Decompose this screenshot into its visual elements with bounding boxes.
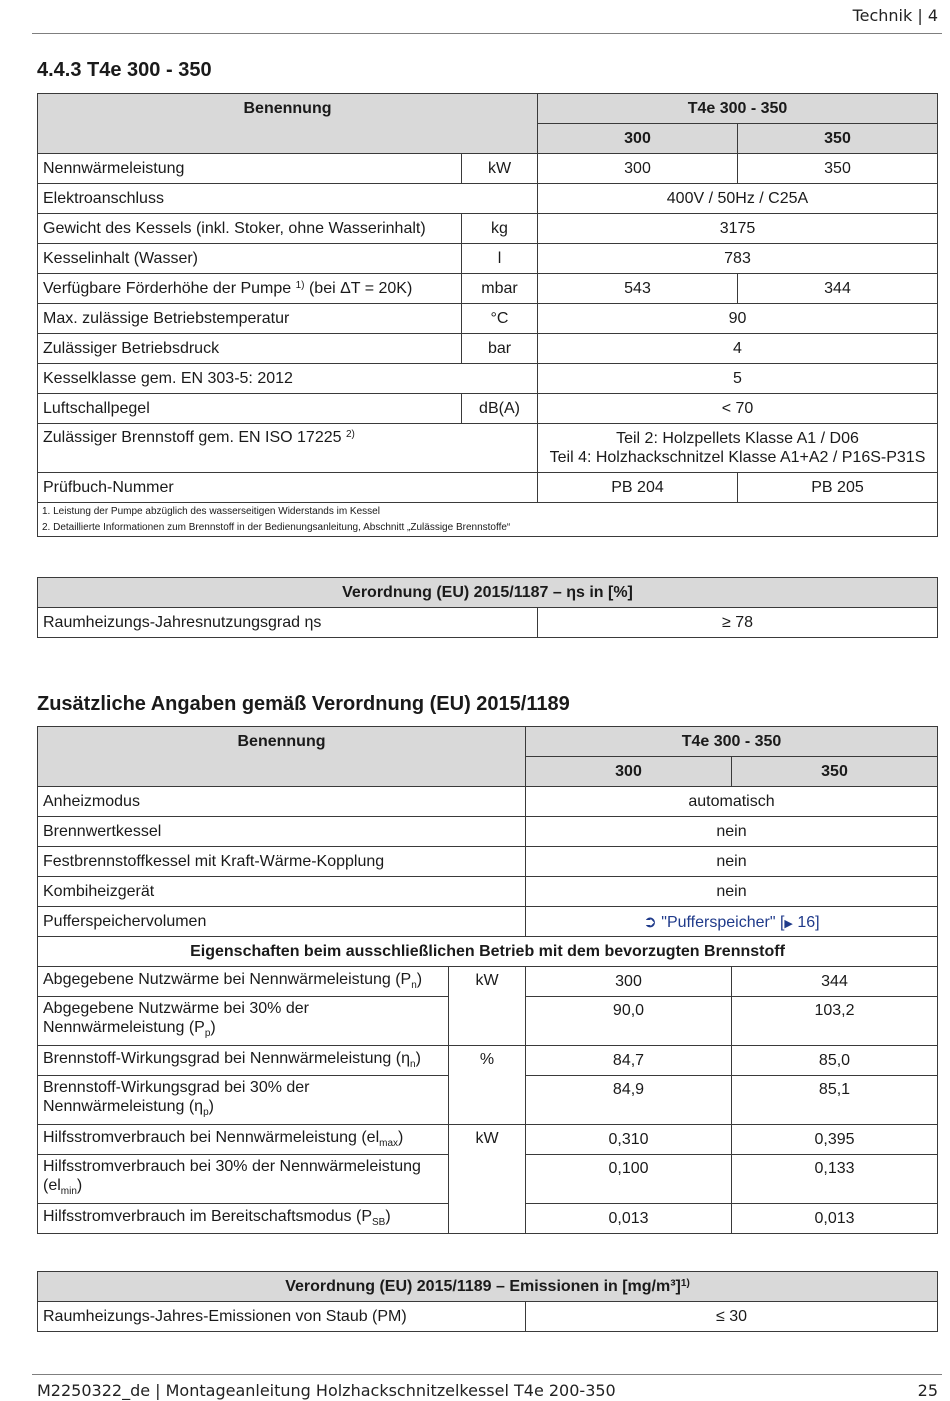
label-text: Brennstoff-Wirkungsgrad bei Nennwärmeleistung (η — [43, 1050, 410, 1068]
row-label: Max. zulässige Betriebstemperatur — [38, 304, 462, 334]
row-unit: bar — [462, 334, 538, 364]
label-end: ) — [210, 1018, 216, 1036]
header-text: Verordnung (EU) 2015/1189 – Emissionen in [mg/m³] — [285, 1277, 681, 1295]
row-label: Festbrennstoffkessel mit Kraft-Wärme-Kopplung — [38, 847, 526, 877]
value-merged: 783 — [538, 244, 938, 274]
table-row — [38, 214, 938, 244]
col-header-benennung: Benennung — [38, 727, 526, 787]
value-merged: 90 — [538, 304, 938, 334]
emissions-header — [38, 1272, 938, 1302]
value-350: PB 205 — [738, 473, 938, 503]
col-header-model: T4e 300 - 350 — [526, 727, 938, 757]
table-row — [38, 877, 938, 907]
row-label — [38, 1046, 449, 1076]
triangle-right-icon: ▶ — [784, 917, 793, 930]
technical-data-table — [37, 93, 938, 537]
table-row — [38, 608, 938, 638]
table-row — [38, 184, 938, 214]
value-300: 0,013 — [526, 1204, 732, 1234]
label-sub: SB — [371, 1217, 386, 1229]
footer-doc-title: M2250322_de | Montageanleitung Holzhackschnitzelkessel T4e 200-350 — [37, 1381, 616, 1400]
row-label: Raumheizungs-Jahresnutzungsgrad ηs — [38, 608, 538, 638]
row-label: Nennwärmeleistung — [38, 154, 462, 184]
table-row — [38, 154, 938, 184]
value-300: 0,310 — [526, 1125, 732, 1155]
label-end: ) — [208, 1097, 214, 1115]
row-label: Raumheizungs-Jahres-Emissionen von Staub (PM) — [38, 1302, 526, 1332]
row-unit: dB(A) — [462, 394, 538, 424]
value-merged: ≤ 30 — [526, 1302, 938, 1332]
label-end: ) — [416, 971, 423, 989]
label-end: ) — [385, 1208, 391, 1226]
col-header-benennung: Benennung — [38, 94, 538, 154]
value-350: 85,1 — [732, 1076, 938, 1125]
row-unit: kW — [462, 154, 538, 184]
row-unit: % — [449, 1046, 526, 1125]
emissions-table — [37, 1271, 938, 1332]
label-line-2 — [43, 1018, 443, 1043]
row-label — [38, 1076, 449, 1125]
label-sub: p — [204, 1028, 211, 1040]
row-unit: kW — [449, 967, 526, 1046]
table-row — [38, 847, 938, 877]
label-sub: max — [379, 1138, 399, 1150]
section-title-additional: Zusätzliche Angaben gemäß Verordnung (EU) 2015/1189 — [37, 693, 570, 715]
row-label: Kesselklasse gem. EN 303-5: 2012 — [38, 364, 538, 394]
value-merged: 4 — [538, 334, 938, 364]
footnote-row — [38, 503, 938, 520]
label-line-2 — [43, 1097, 443, 1122]
label-end: ) — [76, 1176, 83, 1194]
label-text: Nennwärmeleistung (η — [43, 1097, 204, 1115]
row-label: Kombiheizgerät — [38, 877, 526, 907]
footnote-1: 1. Leistung der Pumpe abzüglich des wasserseitigen Widerstands im Kessel — [38, 503, 938, 520]
label-sub: n — [410, 1059, 416, 1071]
footnote-row — [38, 520, 938, 537]
row-label: Prüfbuch-Nummer — [38, 473, 538, 503]
row-label: Elektroanschluss — [38, 184, 538, 214]
col-header-model: T4e 300 - 350 — [538, 94, 938, 124]
value-350: 344 — [738, 274, 938, 304]
value-merged: 5 — [538, 364, 938, 394]
value-300: 84,7 — [526, 1046, 732, 1076]
label-text: Verfügbare Förderhöhe der Pumpe — [43, 279, 296, 297]
header-rule — [32, 33, 942, 34]
row-label: Anheizmodus — [38, 787, 526, 817]
value-350: 350 — [738, 154, 938, 184]
label-text: Nennwärmeleistung (P — [43, 1018, 205, 1036]
row-label: Pufferspeichervolumen — [38, 907, 526, 937]
value-300: 90,0 — [526, 997, 732, 1046]
row-label — [38, 1155, 449, 1204]
col-header-350: 350 — [738, 124, 938, 154]
label-line-1: Abgegebene Nutzwärme bei 30% der — [43, 999, 309, 1017]
value-merged: automatisch — [526, 787, 938, 817]
label-text: Hilfsstromverbrauch im Bereitschaftsmodus (P — [43, 1208, 372, 1226]
label-text: (el — [43, 1176, 61, 1194]
label-line-1: Hilfsstromverbrauch bei 30% der Nennwärmeleistung — [43, 1157, 421, 1175]
label-line-2 — [43, 1176, 443, 1201]
row-label — [38, 997, 449, 1046]
table-row — [38, 244, 938, 274]
footnote-ref: 1) — [680, 1277, 690, 1289]
row-label: Gewicht des Kessels (inkl. Stoker, ohne Wasserinhalt) — [38, 214, 462, 244]
value-350: 103,2 — [732, 997, 938, 1046]
label-text: Zulässiger Brennstoff gem. EN ISO 17225 — [43, 429, 346, 446]
value-350: 85,0 — [732, 1046, 938, 1076]
table-row — [38, 364, 938, 394]
label-text: Hilfsstromverbrauch bei Nennwärmeleistung (el — [43, 1129, 380, 1147]
table-row — [38, 424, 938, 473]
label-text: Abgegebene Nutzwärme bei Nennwärmeleistung (P — [43, 971, 412, 989]
row-label — [38, 1204, 449, 1234]
footnote-ref: 1) — [295, 279, 305, 291]
label-end: ) — [415, 1050, 421, 1068]
row-label — [38, 424, 538, 473]
fuel-line-1: Teil 2: Holzpellets Klasse A1 / D06 — [616, 430, 859, 447]
row-unit: mbar — [462, 274, 538, 304]
row-unit: kg — [462, 214, 538, 244]
page-header-text: Technik | 4 — [852, 6, 938, 25]
pufferspeicher-link[interactable] — [526, 907, 938, 937]
table-row — [38, 967, 938, 997]
row-unit: °C — [462, 304, 538, 334]
col-header-350: 350 — [732, 757, 938, 787]
table-row — [38, 473, 938, 503]
footer-rule — [32, 1374, 942, 1375]
col-header-300: 300 — [538, 124, 738, 154]
footer-page-number: 25 — [917, 1381, 938, 1400]
value-merged: ≥ 78 — [538, 608, 938, 638]
row-label — [38, 1125, 449, 1155]
table-row — [38, 274, 938, 304]
row-label: Zulässiger Betriebsdruck — [38, 334, 462, 364]
value-300: PB 204 — [538, 473, 738, 503]
table-row — [38, 787, 938, 817]
erp-1187-header: Verordnung (EU) 2015/1187 – ηs in [%] — [38, 578, 938, 608]
col-header-300: 300 — [526, 757, 732, 787]
arrow-right-icon: ➲ — [643, 913, 657, 931]
value-300: 300 — [526, 967, 732, 997]
label-end: ) — [398, 1129, 404, 1147]
table-row — [38, 334, 938, 364]
footnote-ref: 2) — [345, 429, 355, 440]
label-sub: p — [203, 1107, 209, 1119]
value-merged: nein — [526, 817, 938, 847]
table-row — [38, 304, 938, 334]
label-text: (bei ΔT = 20K) — [304, 279, 413, 297]
row-unit: l — [462, 244, 538, 274]
row-label — [38, 274, 462, 304]
label-sub: n — [411, 980, 417, 992]
fuel-line-2: Teil 4: Holzhackschnitzel Klasse A1+A2 / P16S-P31S — [549, 449, 926, 466]
value-merged: nein — [526, 847, 938, 877]
value-350: 0,013 — [732, 1204, 938, 1234]
label-sub: min — [60, 1186, 77, 1198]
table-row — [38, 1046, 938, 1076]
row-label: Luftschallpegel — [38, 394, 462, 424]
row-label: Brennwertkessel — [38, 817, 526, 847]
value-merged: 400V / 50Hz / C25A — [538, 184, 938, 214]
table-row — [38, 394, 938, 424]
table-row — [38, 1302, 938, 1332]
subheader-eigenschaften: Eigenschaften beim ausschließlichen Betrieb mit dem bevorzugten Brennstoff — [38, 937, 938, 967]
value-300: 300 — [538, 154, 738, 184]
value-300: 543 — [538, 274, 738, 304]
row-unit: kW — [449, 1125, 526, 1234]
table-row — [38, 817, 938, 847]
value-350: 0,133 — [732, 1155, 938, 1204]
value-350: 344 — [732, 967, 938, 997]
row-label: Kesselinhalt (Wasser) — [38, 244, 462, 274]
value-merged — [538, 424, 938, 473]
table-row — [38, 1125, 938, 1155]
value-merged: < 70 — [538, 394, 938, 424]
value-350: 0,395 — [732, 1125, 938, 1155]
link-text: "Pufferspeicher" [ — [656, 913, 785, 931]
label-line-1: Brennstoff-Wirkungsgrad bei 30% der — [43, 1078, 310, 1096]
link-page: 16] — [792, 913, 820, 931]
value-300: 84,9 — [526, 1076, 732, 1125]
value-merged: 3175 — [538, 214, 938, 244]
section-title-443: 4.4.3 T4e 300 - 350 — [37, 59, 212, 81]
footnote-2: 2. Detaillierte Informationen zum Brennstoff in der Bedienungsanleitung, Abschnitt „Zulässige Brennstoffe“ — [38, 520, 938, 537]
additional-data-table — [37, 726, 938, 1234]
erp-1187-table — [37, 577, 938, 638]
table-row — [38, 907, 938, 937]
row-label — [38, 967, 449, 997]
value-merged: nein — [526, 877, 938, 907]
value-300: 0,100 — [526, 1155, 732, 1204]
